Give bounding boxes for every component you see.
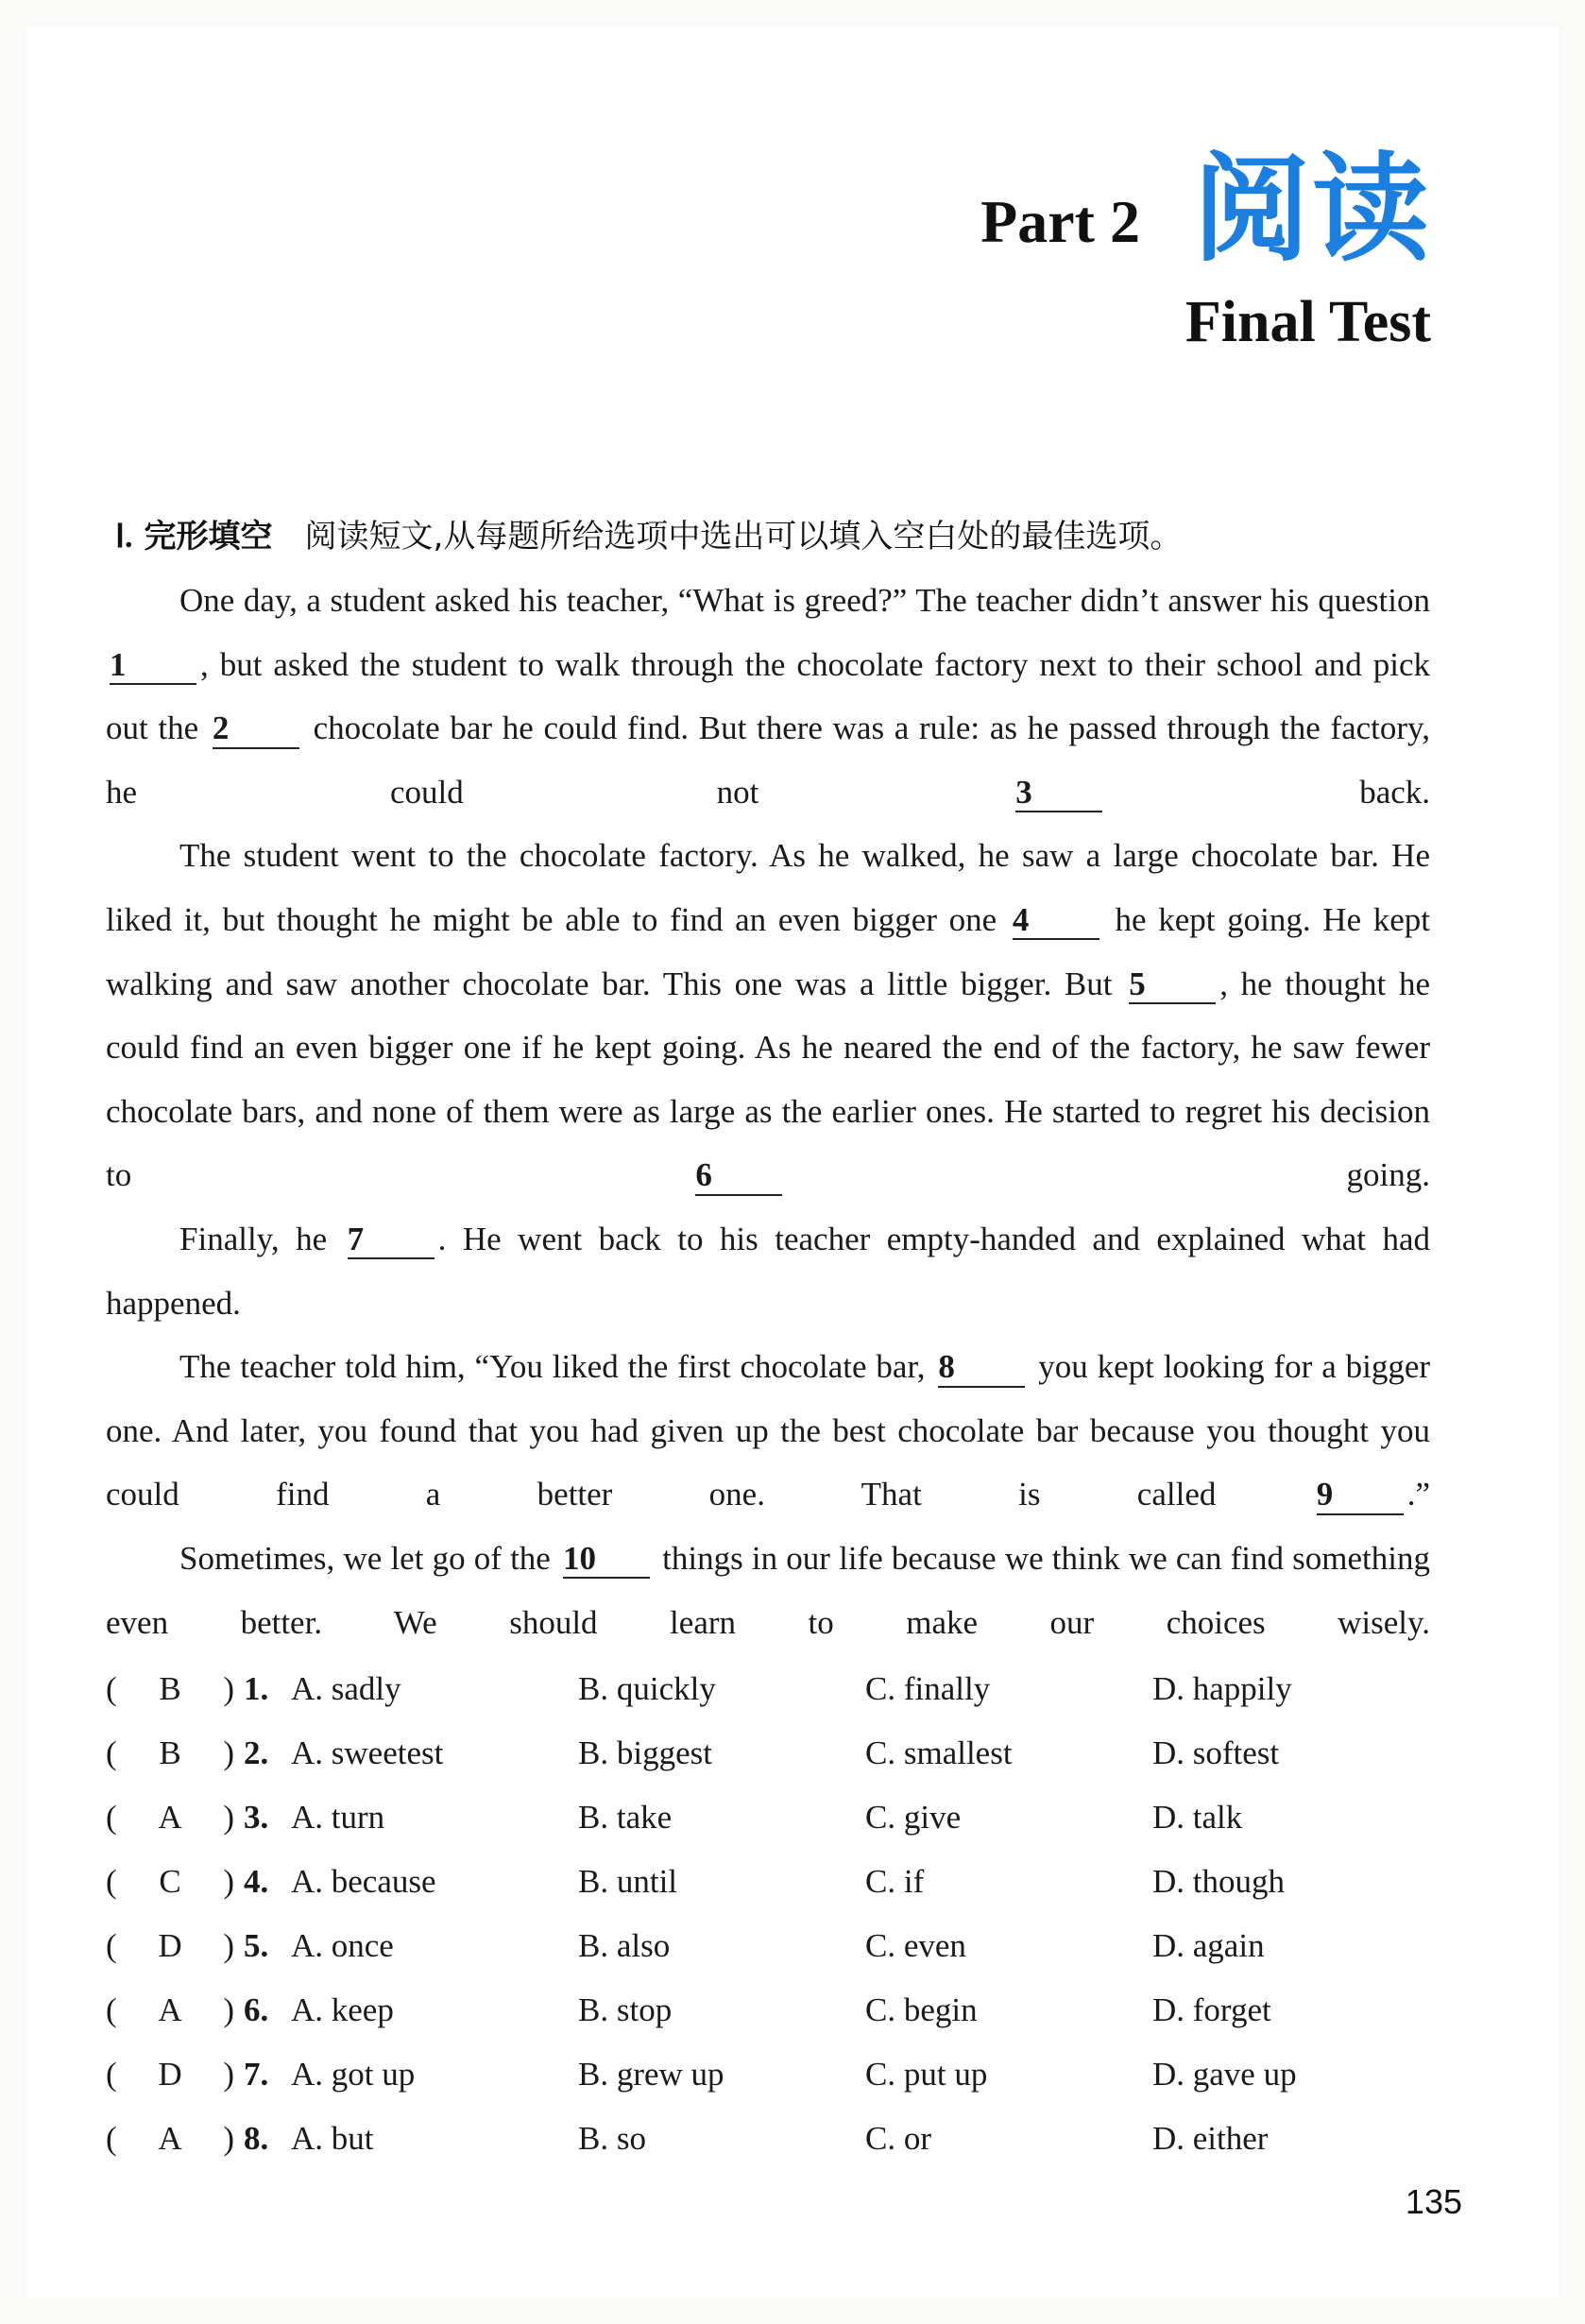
question-row: ( C ) 4. A. because B. until C. if D. though	[106, 1850, 1447, 1914]
answer-mark: C	[159, 1863, 181, 1900]
option-d: D. talk	[1152, 1799, 1243, 1836]
blank-2: 2	[213, 710, 299, 749]
answer-mark: A	[158, 1991, 182, 2028]
option-b: B. grew up	[578, 2056, 724, 2093]
option-a: A. turn	[291, 1799, 385, 1836]
option-a: A. because	[291, 1863, 436, 1900]
subtitle: Final Test	[1184, 290, 1431, 354]
option-c: C. finally	[865, 1670, 991, 1707]
option-d: D. happily	[1152, 1670, 1292, 1707]
question-row: ( B ) 1. A. sadly B. quickly C. finally D. happily	[106, 1657, 1447, 1721]
section-title: 阅读	[1192, 142, 1431, 278]
answer-mark: A	[158, 1799, 182, 1836]
blank-10: 10	[563, 1541, 650, 1580]
paragraph-3: Finally, he 7 . He went back to his teacher empty-handed and explained what had happened.	[106, 1220, 1431, 1322]
option-b: B. so	[578, 2120, 646, 2157]
blank-1: 1	[110, 647, 196, 686]
option-a: A. sweetest	[291, 1734, 444, 1771]
option-b: B. quickly	[578, 1670, 716, 1707]
page-number: 135	[1405, 2182, 1462, 2221]
question-number: 1.	[244, 1670, 269, 1707]
question-row: ( B ) 2. A. sweetest B. biggest C. smallest D. softest	[106, 1721, 1447, 1786]
question-number: 6.	[244, 1991, 269, 2028]
option-b: B. also	[578, 1927, 671, 1964]
question-row: ( A ) 8. A. but B. so C. or D. either	[106, 2107, 1447, 2171]
paragraph-1: One day, a student asked his teacher, “What is greed?” The teacher didn’t answer his question 1 , but asked the student to walk through the chocolate factory next to their school and pick out the 2 chocolate bar he could find. But there was a rule: as he passed through the factory, he could not 3 back.	[106, 569, 1430, 824]
option-b: B. biggest	[578, 1734, 712, 1771]
option-d: D. either	[1152, 2120, 1269, 2157]
paragraph-4: The teacher told him, “You liked the first chocolate bar, 8 you kept looking for a bigger one. And later, you found that you had given up the best chocolate bar because you thought you could find a better one. That is called 9 .”	[106, 1335, 1430, 1527]
question-number: 8.	[244, 2120, 269, 2157]
answer-mark: B	[159, 1734, 181, 1771]
question-number: 7.	[244, 2056, 269, 2093]
section-number: Ⅰ.	[115, 520, 133, 555]
question-row: ( A ) 3. A. turn B. take C. give D. talk	[106, 1786, 1447, 1850]
question-number: 4.	[244, 1863, 269, 1900]
option-c: C. even	[865, 1927, 966, 1964]
answer-mark: D	[158, 1927, 182, 1964]
option-c: C. begin	[865, 1991, 978, 2028]
question-row: ( A ) 6. A. keep B. stop C. begin D. forget	[106, 1978, 1447, 2042]
question-number: 5.	[244, 1927, 269, 1964]
question-number: 3.	[244, 1799, 269, 1836]
option-d: D. gave up	[1152, 2056, 1297, 2093]
option-c: C. smallest	[865, 1734, 1013, 1771]
option-a: A. got up	[291, 2056, 416, 2093]
question-row: ( D ) 5. A. once B. also C. even D. again	[106, 1914, 1447, 1978]
option-a: A. sadly	[291, 1670, 401, 1707]
option-d: D. though	[1152, 1863, 1285, 1900]
cloze-passage	[106, 569, 1430, 1654]
option-c: C. or	[865, 2120, 931, 2157]
page-header	[980, 142, 1431, 356]
option-c: C. if	[865, 1863, 925, 1900]
section-type: 完形填空	[144, 518, 273, 555]
answer-mark: B	[159, 1670, 181, 1707]
blank-4: 4	[1013, 902, 1099, 941]
option-a: A. keep	[291, 1991, 394, 2028]
option-c: C. give	[865, 1799, 962, 1836]
question-row: ( D ) 7. A. got up B. grew up C. put up D. gave up	[106, 2042, 1447, 2107]
option-d: D. forget	[1152, 1991, 1271, 2028]
question-list	[106, 1657, 1447, 2171]
option-b: B. stop	[578, 1991, 673, 2028]
paragraph-5: Sometimes, we let go of the 10 things in our life because we think we can find something even better. We should learn to make our choices wisely.	[106, 1539, 1430, 1641]
option-d: D. again	[1152, 1927, 1265, 1964]
option-d: D. softest	[1152, 1734, 1280, 1771]
answer-mark: A	[158, 2120, 182, 2157]
option-a: A. once	[291, 1927, 394, 1964]
blank-5: 5	[1129, 966, 1216, 1005]
paragraph-2: The student went to the chocolate factory. As he walked, he saw a large chocolate bar. He liked it, but thought he might be able to find an even bigger one 4 he kept going. He kept walking and saw another chocolate bar. This one was a little bigger. But 5 , he thought he could find an even bigger one if he kept going. As he neared the end of the factory, he saw fewer chocolate bars, and none of them were as large as the earlier ones. He started to regret his decision to 6 going.	[106, 824, 1430, 1207]
blank-6: 6	[695, 1157, 782, 1196]
blank-3: 3	[1015, 775, 1102, 813]
option-c: C. put up	[865, 2056, 988, 2093]
section-instruction	[115, 510, 1182, 556]
option-b: B. take	[578, 1799, 673, 1836]
question-number: 2.	[244, 1734, 269, 1771]
instruction-text: 阅读短文,从每题所给选项中选出可以填入空白处的最佳选项。	[304, 518, 1183, 555]
option-b: B. until	[578, 1863, 678, 1900]
part-label: Part 2	[980, 188, 1140, 255]
blank-8: 8	[938, 1349, 1025, 1388]
blank-7: 7	[348, 1222, 435, 1260]
blank-9: 9	[1317, 1477, 1404, 1515]
option-a: A. but	[291, 2120, 374, 2157]
answer-mark: D	[158, 2056, 182, 2093]
